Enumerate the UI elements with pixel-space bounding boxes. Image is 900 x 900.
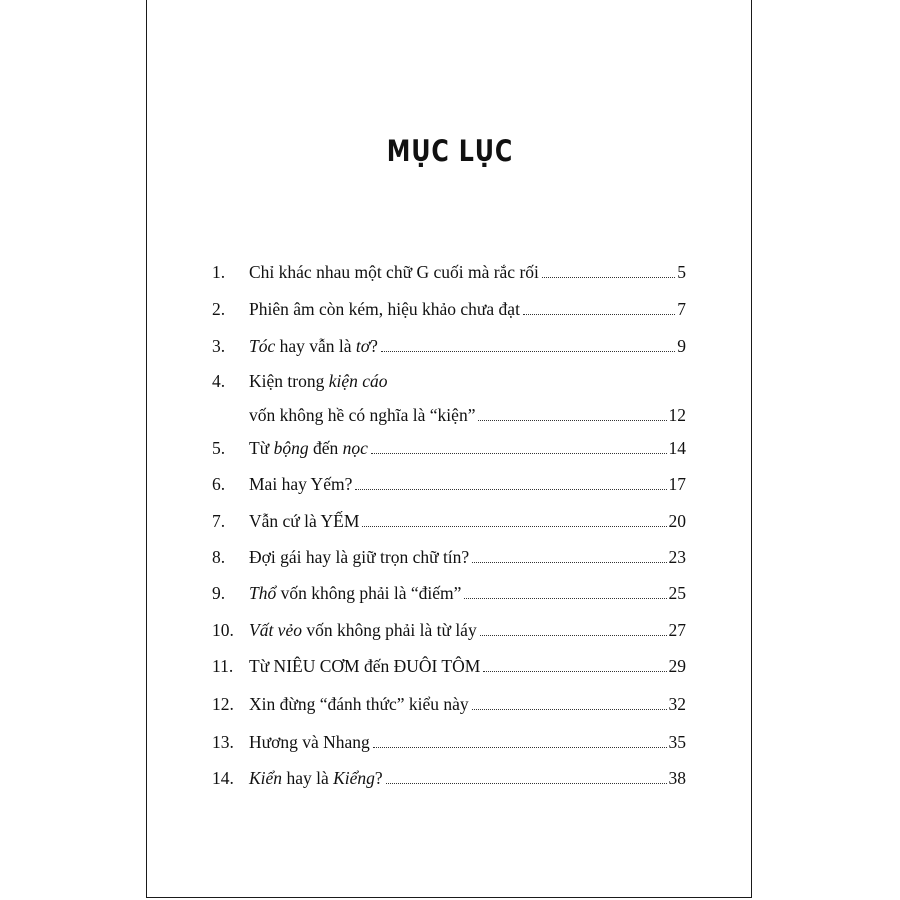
- entry-title: Tóc hay vẫn là tơ?: [249, 336, 378, 356]
- dot-leader: [472, 709, 667, 710]
- entry-title: Chỉ khác nhau một chữ G cuối mà rắc rối: [249, 262, 539, 282]
- entry-number: 6.: [212, 474, 226, 494]
- entry-number: 2.: [212, 299, 226, 319]
- entry-page: 7: [677, 299, 686, 319]
- entry-number: 12.: [212, 694, 234, 714]
- entry-page: 27: [668, 620, 686, 640]
- toc-entry[interactable]: [204, 336, 686, 360]
- dot-leader: [478, 420, 666, 421]
- dot-leader: [472, 562, 666, 563]
- entry-number: 4.: [212, 371, 226, 391]
- toc-entry[interactable]: [204, 371, 686, 429]
- entry-page: 38: [668, 768, 686, 788]
- dot-leader: [371, 453, 667, 454]
- dot-leader: [542, 277, 675, 278]
- entry-title: Vất vẻo vốn không phải là từ láy: [249, 620, 477, 640]
- entry-number: 3.: [212, 336, 226, 356]
- toc-entry[interactable]: [204, 438, 686, 462]
- entry-title: Hương và Nhang: [249, 732, 370, 752]
- entry-title: Phiên âm còn kém, hiệu khảo chưa đạt: [249, 299, 520, 319]
- toc-entry[interactable]: [204, 299, 686, 323]
- entry-title: Xin đừng “đánh thức” kiểu này: [249, 694, 469, 714]
- dot-leader: [381, 351, 675, 352]
- toc-entry[interactable]: [204, 262, 686, 286]
- entry-title-line-1: Kiện trong kiện cáo: [249, 371, 388, 391]
- entry-title: Từ bộng đến nọc: [249, 438, 368, 458]
- entry-page: 29: [668, 656, 686, 676]
- entry-number: 11.: [212, 656, 234, 676]
- entry-page: 9: [677, 336, 686, 356]
- entry-page: 25: [668, 583, 686, 603]
- toc-entry[interactable]: [204, 620, 686, 644]
- entry-page: 32: [668, 694, 686, 714]
- dot-leader: [386, 783, 667, 784]
- dot-leader: [373, 747, 667, 748]
- entry-page: 14: [668, 438, 686, 458]
- entry-title: Mai hay Yếm?: [249, 474, 353, 494]
- toc-entry[interactable]: [204, 694, 686, 718]
- entry-page: 23: [668, 547, 686, 567]
- dot-leader: [464, 598, 666, 599]
- toc-entry[interactable]: [204, 583, 686, 607]
- entry-page: 20: [668, 511, 686, 531]
- dot-leader: [480, 635, 667, 636]
- entry-page: 35: [668, 732, 686, 752]
- entry-title: Kiển hay là Kiểng?: [249, 768, 383, 788]
- toc-title: MỤC LỤC: [386, 134, 514, 168]
- entry-number: 8.: [212, 547, 226, 567]
- entry-number: 1.: [212, 262, 226, 282]
- entry-title: Thổ vốn không phải là “điếm”: [249, 583, 462, 603]
- entry-title: Đợi gái hay là giữ trọn chữ tín?: [249, 547, 470, 567]
- entry-number: 9.: [212, 583, 226, 603]
- toc-entry[interactable]: [204, 474, 686, 498]
- entry-title: Từ NIÊU CƠM đến ĐUÔI TÔM: [249, 656, 481, 676]
- dot-leader: [362, 526, 666, 527]
- dot-leader: [523, 314, 675, 315]
- entry-title: Vẫn cứ là YẾM: [249, 511, 360, 531]
- entry-page: 12: [668, 405, 686, 425]
- toc-entry[interactable]: [204, 547, 686, 571]
- entry-page: 5: [677, 262, 686, 282]
- dot-leader: [355, 489, 666, 490]
- entry-number: 10.: [212, 620, 234, 640]
- entry-number: 13.: [212, 732, 234, 752]
- toc-entry[interactable]: [204, 768, 686, 792]
- entry-number: 14.: [212, 768, 234, 788]
- dot-leader: [483, 671, 666, 672]
- toc-entry[interactable]: [204, 511, 686, 535]
- entry-number: 7.: [212, 511, 226, 531]
- toc-entry[interactable]: [204, 656, 686, 680]
- entry-number: 5.: [212, 438, 226, 458]
- entry-title-line-2: vốn không hề có nghĩa là “kiện”: [249, 405, 476, 425]
- toc-entry[interactable]: [204, 732, 686, 756]
- entry-page: 17: [668, 474, 686, 494]
